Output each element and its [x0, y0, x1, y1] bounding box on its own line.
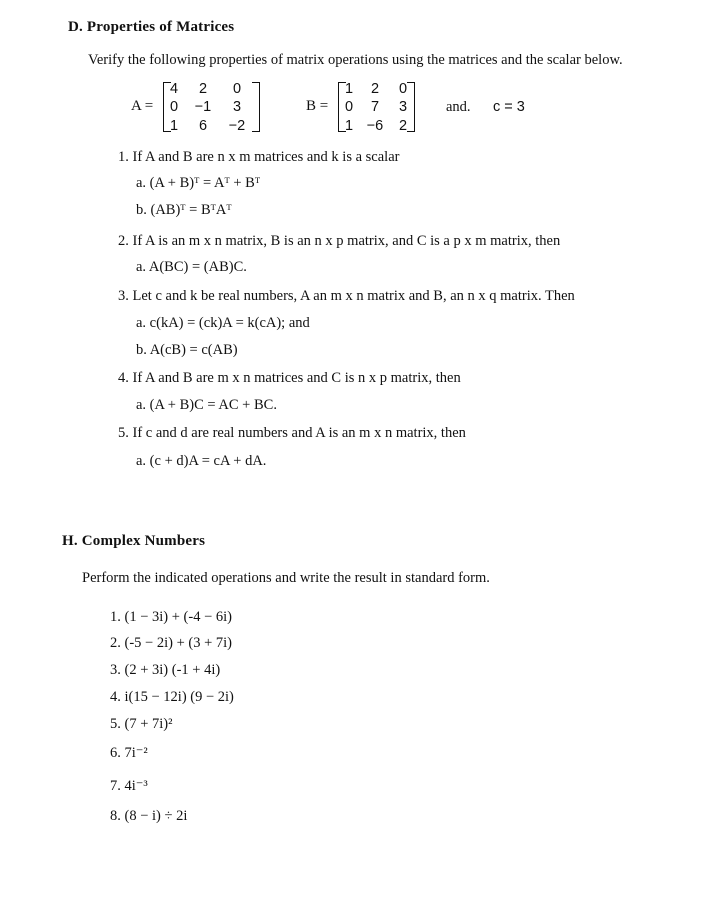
and-text: and. — [446, 99, 471, 115]
matrix-a-label: A = — [131, 98, 154, 114]
matrix-a-right-bracket — [252, 82, 260, 132]
section-d-intro: Verify the following properties of matrix operations using the matrices and the scalar below. — [88, 52, 623, 68]
property-sub-item: b. A(cB) = c(AB) — [136, 342, 238, 358]
matrix-b-cell: 3 — [398, 99, 408, 115]
matrix-a-cell: −1 — [194, 99, 212, 115]
matrix-a-cell: 1 — [169, 118, 179, 134]
section-h-intro: Perform the indicated operations and write the result in standard form. — [82, 570, 490, 586]
complex-problem: 1. (1 − 3i) + (-4 − 6i) — [110, 609, 232, 625]
complex-problem: 7. 4i⁻³ — [110, 778, 148, 794]
matrix-a-cell: 0 — [232, 81, 242, 97]
matrix-b-cell: 7 — [370, 99, 380, 115]
matrix-b-cell: 0 — [398, 81, 408, 97]
property-item: 3. Let c and k be real numbers, A an m x n matrix and B, an n x q matrix. Then — [118, 288, 575, 304]
property-sub-item: a. (c + d)A = cA + dA. — [136, 453, 267, 469]
matrix-b-cell: 0 — [344, 99, 354, 115]
property-item: 2. If A is an m x n matrix, B is an n x p matrix, and C is a p x m matrix, then — [118, 233, 561, 249]
matrix-a-cell: 0 — [169, 99, 179, 115]
property-item: 4. If A and B are m x n matrices and C is n x p matrix, then — [118, 370, 461, 386]
matrix-b-cell: 1 — [344, 81, 354, 97]
matrix-b-cell: 2 — [398, 118, 408, 134]
property-sub-item: a. (A + B)ᵀ = Aᵀ + Bᵀ — [136, 175, 261, 191]
matrix-a-cell: −2 — [228, 118, 246, 134]
property-sub-item: a. (A + B)C = AC + BC. — [136, 397, 277, 413]
property-sub-item: a. c(kA) = (ck)A = k(cA); and — [136, 315, 310, 331]
complex-problem: 8. (8 − i) ÷ 2i — [110, 808, 188, 824]
matrix-a-cell: 2 — [198, 81, 208, 97]
property-sub-item: b. (AB)ᵀ = BᵀAᵀ — [136, 202, 232, 218]
property-item: 1. If A and B are n x m matrices and k is a scalar — [118, 149, 400, 165]
scalar-c: c = 3 — [493, 99, 525, 115]
property-sub-item: a. A(BC) = (AB)C. — [136, 259, 247, 275]
matrix-b-cell: 1 — [344, 118, 354, 134]
section-h-heading: H. Complex Numbers — [62, 533, 206, 549]
complex-problem: 2. (-5 − 2i) + (3 + 7i) — [110, 635, 232, 651]
matrix-b-cell: −6 — [366, 118, 384, 134]
matrix-a-cell: 6 — [198, 118, 208, 134]
matrix-a-cell: 3 — [232, 99, 242, 115]
complex-problem: 6. 7i⁻² — [110, 745, 148, 761]
section-d-heading: D. Properties of Matrices — [68, 19, 235, 35]
complex-problem: 5. (7 + 7i)² — [110, 716, 173, 732]
property-item: 5. If c and d are real numbers and A is an m x n matrix, then — [118, 425, 466, 441]
matrix-b-cell: 2 — [370, 81, 380, 97]
complex-problem: 3. (2 + 3i) (-1 + 4i) — [110, 662, 221, 678]
matrix-b-label: B = — [306, 98, 329, 114]
matrix-a-cell: 4 — [169, 81, 179, 97]
complex-problem: 4. i(15 − 12i) (9 − 2i) — [110, 689, 234, 705]
